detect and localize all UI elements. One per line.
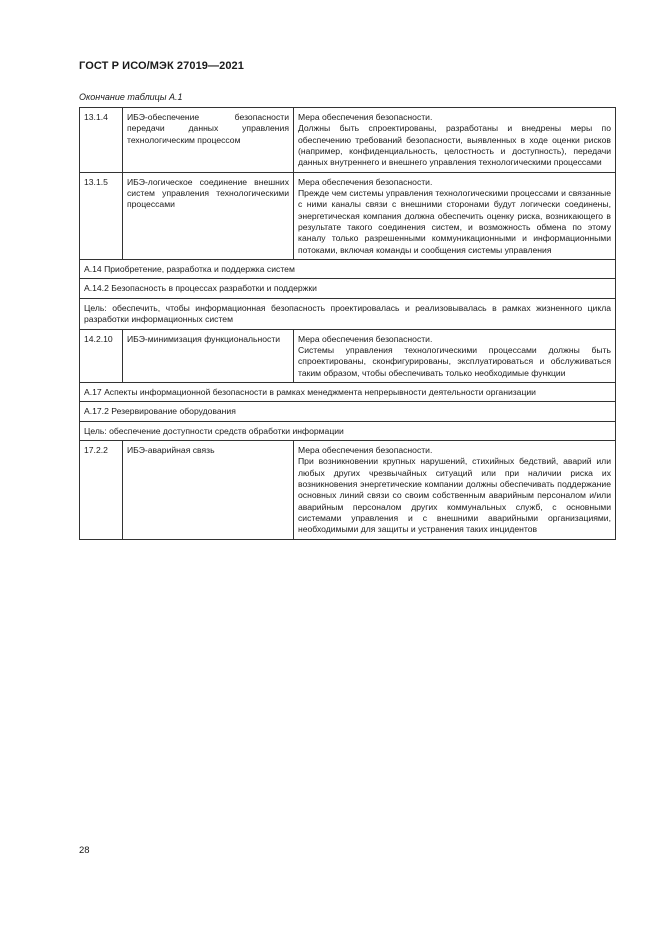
control-description [294,440,616,539]
control-number: 14.2.10 [80,329,123,382]
control-description-heading: Мера обеспечения безопасности. [298,176,433,187]
objective-text: Цель: обеспечить, чтобы информационная безопасность проектировалась и реализовывалась в рамках жизненного цикла разработки информационных систем [80,298,616,329]
section-heading: А.17 Аспекты информационной безопасности в рамках менеджмента непрерывности деятельности организации [80,382,616,401]
control-description [294,329,616,382]
control-description-text: При возникновении крупных нарушений, стихийных бедствий, аварий или любых других чрезвычайных ситуаций или при наличии риска их возникновения энергетические компании должны обеспечивать поддержание основных линий связи со своим собственным аварийным персоналом и/или аварийным персоналом других коммунальных служб, с основными системами управления и с внешними аварийными организациями, необходимыми для защиты и устранения таких инцидентов [298,456,611,535]
table-caption: Окончание таблицы А.1 [79,92,183,102]
control-description-text: Должны быть спроектированы, разработаны и внедрены меры по обеспечению требований безопасности, выявленных в ходе оценки рисков (например, конфиденциальность, целостность и доступность), передачи данных внутреннего и внешнего управления технологическими процессами [298,123,611,168]
table-row [80,108,616,173]
controls-table [79,107,616,540]
control-description [294,172,616,259]
section-row [80,382,616,401]
subsection-heading: А.14.2 Безопасность в процессах разработки и поддержки [80,279,616,298]
control-number: 13.1.4 [80,108,123,173]
objective-row [80,298,616,329]
control-description-heading: Мера обеспечения безопасности. [298,112,433,122]
table-row [80,440,616,539]
section-row [80,260,616,279]
section-heading: А.14 Приобретение, разработка и поддержка систем [80,260,616,279]
control-name: ИБЭ-обеспечение безопасности передачи данных управления технологическим процессом [123,108,294,173]
control-number: 17.2.2 [80,440,123,539]
control-description [294,108,616,173]
table-row [80,172,616,259]
document-header: ГОСТ Р ИСО/МЭК 27019—2021 [79,60,244,72]
control-number: 13.1.5 [80,172,123,259]
objective-row [80,421,616,440]
control-name: ИБЭ-минимизация функциональности [123,329,294,382]
control-description-heading: Мера обеспечения безопасности. [298,333,433,344]
subsection-row [80,279,616,298]
control-name: ИБЭ-логическое соединение внешних систем управления технологическими процессами [123,172,294,259]
control-name: ИБЭ-аварийная связь [123,440,294,539]
control-description-text: Прежде чем системы управления технологическими процессами и связанные с ними каналы связи с внешними сторонами будут логически соединены, энергетическая компания должна обеспечить оценку риска, возникающего в результате такого соединения систем, и возможность обмена по этому каналу только разрешенными коммуникационными и информационными потоками, включая команды и сообщения системы управления [298,188,611,255]
subsection-row [80,402,616,421]
table-row [80,329,616,382]
control-description-text: Системы управления технологическими процессами должны быть спроектированы, сконфигурированы, эксплуатироваться и обслуживаться таким образом, чтобы обеспечивать только необходимые функции [298,344,611,378]
objective-text: Цель: обеспечение доступности средств обработки информации [80,421,616,440]
control-description-heading: Мера обеспечения безопасности. [298,444,433,455]
subsection-heading: А.17.2 Резервирование оборудования [80,402,616,421]
page-number: 28 [79,845,90,856]
